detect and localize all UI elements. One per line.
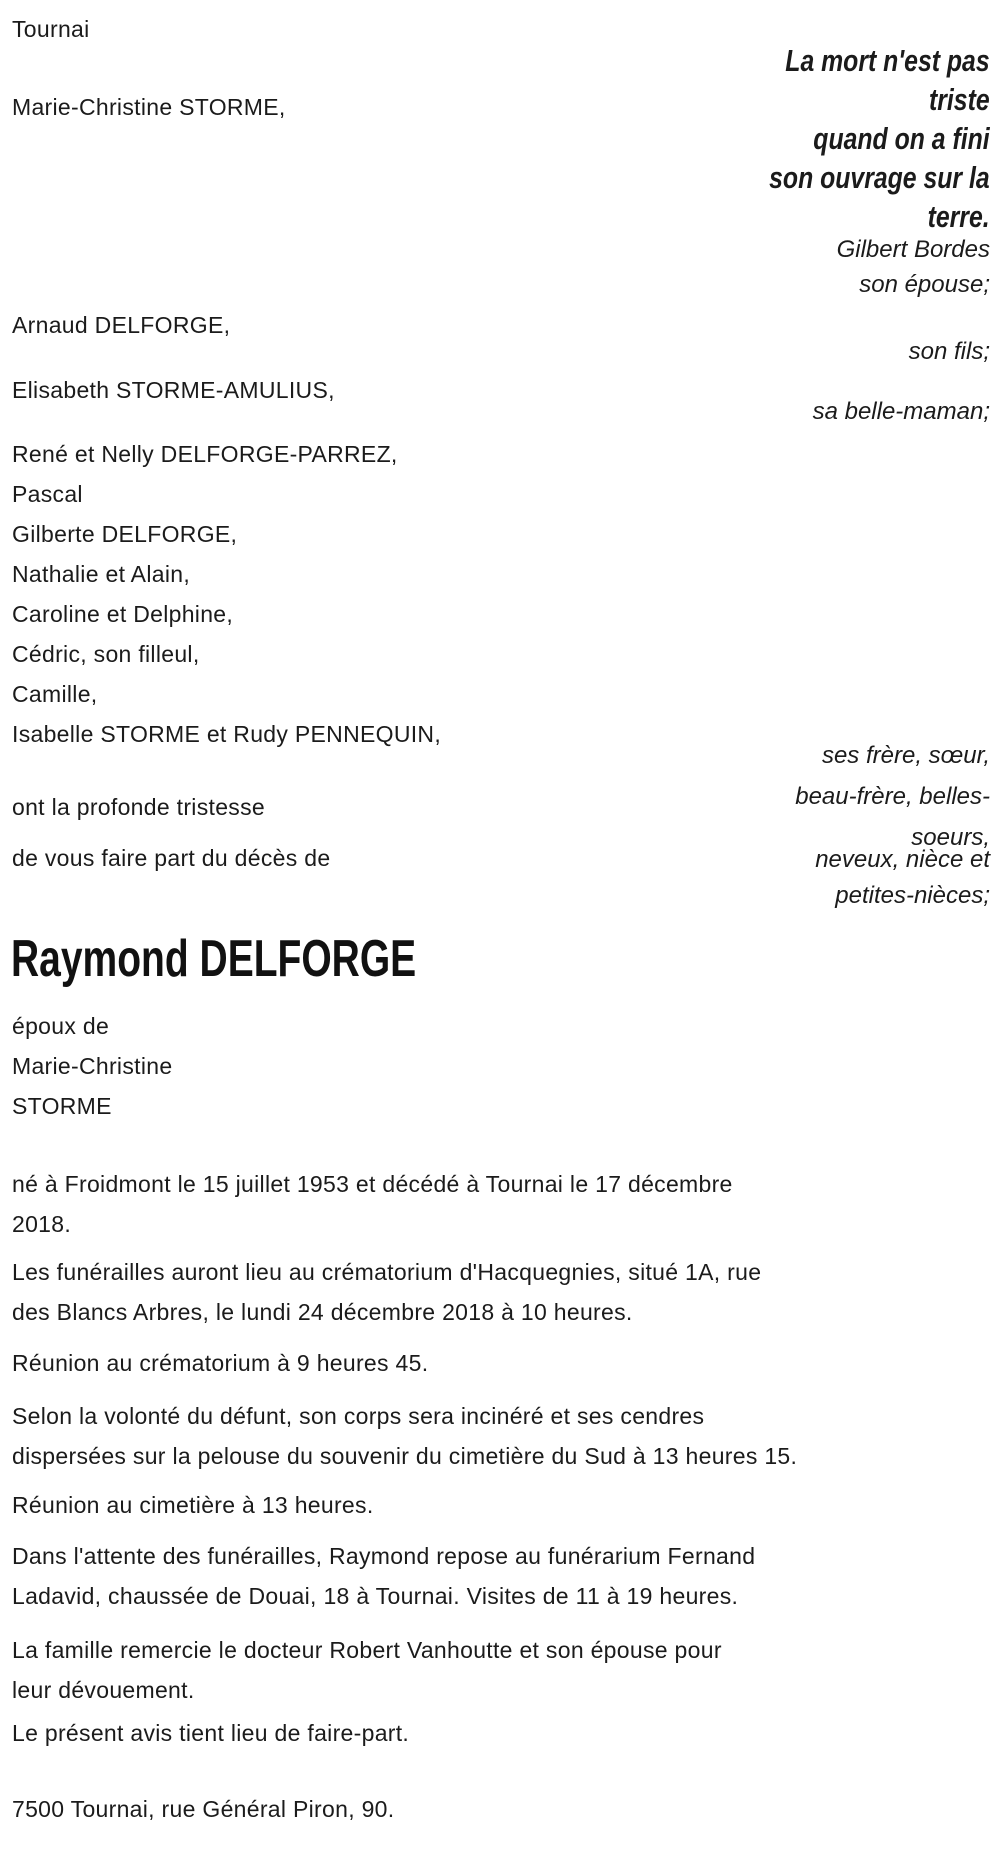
spouse-line: STORME <box>12 1093 112 1119</box>
paragraph-line: dispersées sur la pelouse du souvenir du cimetière du Sud à 13 heures 15. <box>12 1443 798 1469</box>
announcer-name-son: Arnaud DELFORGE, <box>12 312 231 338</box>
notice-line: Le présent avis tient lieu de faire-part. <box>12 1720 410 1746</box>
paragraph-line: Dans l'attente des funérailles, Raymond repose au funérarium Fernand <box>12 1543 756 1569</box>
paragraph-line: Les funérailles auront lieu au crématorium d'Hacquegnies, situé 1A, rue <box>12 1259 762 1285</box>
relation-line: petites-nièces; <box>835 882 990 909</box>
family-name-line: René et Nelly DELFORGE-PARREZ, <box>12 441 398 467</box>
deceased-name: Raymond DELFORGE <box>11 930 417 988</box>
family-name-line: Pascal <box>12 481 83 507</box>
relation-mother-in-law: sa belle-maman; <box>812 398 990 425</box>
family-name-line: Cédric, son filleul, <box>12 641 200 667</box>
funeral-paragraph <box>12 1252 761 1332</box>
ashes-paragraph <box>12 1396 797 1476</box>
spouse-of-block <box>12 1006 172 1126</box>
announcement-line-1: ont la profonde tristesse <box>12 794 265 820</box>
birth-death-paragraph <box>12 1164 733 1244</box>
memorial-quote <box>769 41 990 236</box>
paragraph-line: La famille remercie le docteur Robert Vanhoutte et son épouse pour <box>12 1637 722 1663</box>
quote-line: son ouvrage sur la <box>769 160 990 195</box>
relation-line: beau-frère, belles- <box>795 783 990 810</box>
spouse-line: époux de <box>12 1013 110 1039</box>
relation-nephews <box>815 842 990 914</box>
relation-line: neveux, nièce et <box>815 846 990 873</box>
quote-line: terre. <box>927 199 990 234</box>
paragraph-line: né à Froidmont le 15 juillet 1953 et décédé à Tournai le 17 décembre <box>12 1171 733 1197</box>
paragraph-line: 2018. <box>12 1211 72 1237</box>
family-name-line: Camille, <box>12 681 98 707</box>
paragraph-line: des Blancs Arbres, le lundi 24 décembre 2018 à 10 heures. <box>12 1299 633 1325</box>
announcement-line-2: de vous faire part du décès de <box>12 845 331 871</box>
spouse-line: Marie-Christine <box>12 1053 173 1079</box>
family-names-list <box>12 434 441 754</box>
city-label: Tournai <box>12 16 90 42</box>
announcer-name-spouse: Marie-Christine STORME, <box>12 94 286 120</box>
paragraph-line: Ladavid, chaussée de Douai, 18 à Tournai. Visites de 11 à 19 heures. <box>12 1583 739 1609</box>
announcer-name-mother-in-law: Elisabeth STORME-AMULIUS, <box>12 377 335 403</box>
family-name-line: Isabelle STORME et Rudy PENNEQUIN, <box>12 721 442 747</box>
relation-son: son fils; <box>908 338 990 365</box>
meeting-crematorium-line: Réunion au crématorium à 9 heures 45. <box>12 1350 429 1376</box>
relation-line: ses frère, sœur, <box>821 742 990 769</box>
quote-line: La mort n'est pas <box>785 43 990 78</box>
family-name-line: Caroline et Delphine, <box>12 601 234 627</box>
thanks-paragraph <box>12 1630 722 1710</box>
quote-line: quand on a fini <box>813 121 990 156</box>
meeting-cemetery-line: Réunion au cimetière à 13 heures. <box>12 1492 374 1518</box>
relation-spouse: son épouse; <box>859 271 990 298</box>
relation-line: soeurs, <box>911 824 990 851</box>
quote-line: triste <box>929 82 990 117</box>
paragraph-line: leur dévouement. <box>12 1677 195 1703</box>
address-line: 7500 Tournai, rue Général Piron, 90. <box>12 1796 395 1822</box>
paragraph-line: Selon la volonté du défunt, son corps sera incinéré et ses cendres <box>12 1403 705 1429</box>
relation-siblings <box>795 735 990 858</box>
family-name-line: Gilberte DELFORGE, <box>12 521 238 547</box>
family-name-line: Nathalie et Alain, <box>12 561 191 587</box>
quote-author: Gilbert Bordes <box>836 236 990 263</box>
funerarium-paragraph <box>12 1536 755 1616</box>
